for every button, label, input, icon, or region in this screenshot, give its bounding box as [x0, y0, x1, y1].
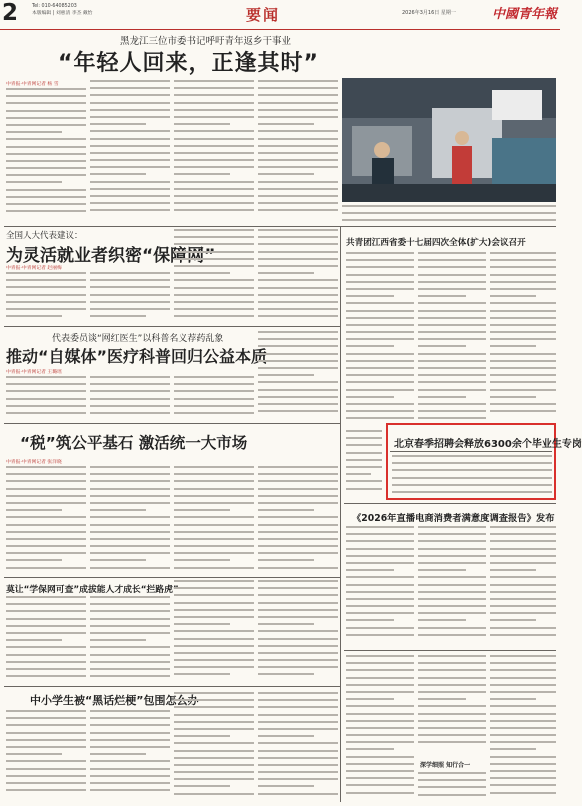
right4-body-col2	[418, 655, 486, 753]
page-header	[0, 0, 560, 30]
story2-headline: 为灵活就业者织密“保障网”	[6, 246, 216, 266]
story5-body-col4	[258, 580, 338, 682]
story6-body-col4	[258, 692, 338, 802]
story3-headline: 推动“自媒体”医疗科普回归公益本质	[6, 347, 268, 366]
header-info	[32, 3, 92, 17]
photo-caption	[342, 205, 556, 225]
divider	[344, 650, 556, 651]
story5-body-col3	[174, 580, 254, 682]
news-photo	[342, 78, 556, 202]
story6-body-col1	[6, 710, 86, 802]
lead-body-col3	[174, 80, 254, 222]
divider	[390, 451, 552, 452]
story4-body-col1	[6, 466, 86, 574]
right3-headline: 《2026年直播电商消费者满意度调查报告》发布	[352, 513, 555, 524]
story6-headline: 中小学生被“黑话烂梗”包围怎么办	[30, 694, 199, 707]
lead-body-col4	[258, 80, 338, 222]
right1-body-col2	[418, 252, 486, 424]
right2-side-text	[346, 430, 382, 500]
story2-body-col4	[258, 229, 338, 322]
story2-body-col1	[6, 272, 86, 322]
right4-body-col3	[490, 655, 556, 802]
right4-subhead: 深学细照 知行合一	[420, 762, 471, 769]
right3-body-col3	[490, 526, 556, 646]
story2-body-col3	[174, 229, 254, 322]
newspaper-logo-text: 中國青年報	[492, 7, 558, 22]
story2-kicker: 全国人大代表建议：	[6, 231, 83, 241]
story6-body-col2	[90, 710, 170, 802]
divider	[4, 226, 556, 227]
divider	[344, 503, 556, 504]
divider	[4, 686, 340, 687]
lead-body-col1	[6, 88, 86, 222]
divider	[4, 577, 340, 578]
story3-body-col3	[174, 376, 254, 420]
newspaper-logo	[492, 4, 556, 21]
story5-body-col2	[90, 596, 170, 682]
right3-body-col2	[418, 526, 486, 646]
right4-body-col1	[346, 655, 414, 802]
right2-body	[392, 455, 552, 497]
story4-headline: “税”筑公平基石 激活统一大市场	[20, 434, 248, 452]
section-title: 要闻	[246, 6, 281, 24]
story3-byline: 中青报·中青网记者 王璐瑶	[6, 370, 62, 375]
story4-body-col4	[258, 466, 338, 574]
story3-body-col2	[90, 376, 170, 420]
issue-date: 2026年3月16日 星期一	[402, 10, 456, 16]
story3-body-col4	[258, 331, 338, 420]
page-number: 2	[2, 0, 19, 26]
story4-body-col3	[174, 466, 254, 574]
right4-body-col2b	[418, 772, 486, 802]
right1-headline: 共青团江西省委十七届四次全体(扩大)会议召开	[346, 238, 526, 248]
divider	[4, 423, 340, 424]
story3-body-col1	[6, 376, 86, 420]
right2-headline: 北京春季招聘会释放6300余个毕业生专岗	[394, 439, 582, 450]
story5-headline: 莫让“学保网可查”成拔能人才成长“拦路虎”	[6, 585, 179, 595]
story4-byline: 中青报·中青网记者 张洋晓	[6, 460, 62, 465]
lead-headline: “年轻人回来，正逢其时”	[58, 51, 319, 76]
story6-body-col3	[174, 692, 254, 802]
news-photo-image	[342, 78, 556, 202]
lead-kicker: 黑龙江三位市委书记呼吁青年返乡干事业	[120, 36, 292, 47]
lead-body-col2	[90, 80, 170, 222]
header-editors: 本版编辑 | 刘惠清 李杰 戴怡	[32, 11, 93, 16]
right1-body-col1	[346, 252, 414, 424]
story5-body-col1	[6, 596, 86, 682]
header-tel: Tel: 010-64085203	[32, 4, 77, 9]
story2-body-col2	[90, 272, 170, 322]
column-rule	[340, 226, 341, 802]
right1-body-col3	[490, 252, 556, 420]
lead-byline: 中青报·中青网记者 杨 雪	[6, 82, 59, 87]
story3-kicker: 代表委员谈“网红医生”以科普名义荐药乱象	[52, 334, 224, 344]
story2-byline: 中青报·中青网记者 赵丽梅	[6, 266, 62, 271]
divider	[4, 326, 340, 327]
right3-body-col1	[346, 526, 414, 646]
story4-body-col2	[90, 466, 170, 574]
